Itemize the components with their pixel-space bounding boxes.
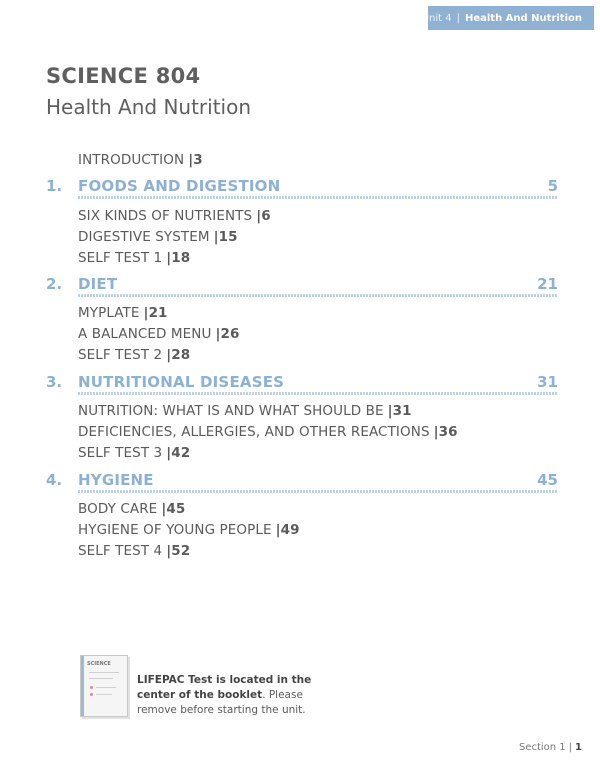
toc-entry-label: SELF TEST 1 [78, 250, 163, 266]
toc-entry-page: 36 [438, 424, 458, 440]
note-rest-text: . Please remove before starting the unit. [137, 689, 306, 716]
toc-entry-label: BODY CARE [78, 501, 158, 517]
toc-entry-separator: | [256, 208, 262, 224]
toc-entry-page: 28 [171, 347, 191, 363]
toc-section-1[interactable] [46, 177, 558, 201]
booklet-line [89, 678, 113, 679]
section-title: DIET [78, 275, 118, 293]
toc-entry-label: SELF TEST 2 [78, 347, 163, 363]
toc-entry-page: 52 [171, 543, 191, 559]
toc-entry[interactable] [78, 347, 190, 363]
toc-entry-label: DIGESTIVE SYSTEM [78, 229, 210, 245]
section-page: 5 [547, 177, 558, 195]
toc-entry-label: SELF TEST 4 [78, 543, 163, 559]
booklet-line [96, 687, 116, 688]
header-unit: Unit 4 [421, 12, 452, 24]
toc-entry-label: A BALANCED MENU [78, 326, 212, 342]
toc-entry-page: 42 [171, 445, 191, 461]
toc-entry-separator: | [433, 424, 439, 440]
toc-entry[interactable] [78, 229, 238, 245]
toc-entry-separator: | [143, 305, 149, 321]
toc-entry[interactable] [78, 522, 300, 538]
toc-entry-page: 49 [280, 522, 300, 538]
toc-entry[interactable] [78, 208, 271, 224]
toc-entry-introduction[interactable] [78, 152, 203, 168]
section-number: 1. [46, 177, 63, 195]
booklet-line [96, 694, 112, 695]
toc-entry-page: 21 [148, 305, 168, 321]
toc-section-4[interactable] [46, 471, 558, 495]
toc-entry-separator: | [166, 445, 172, 461]
footer-separator: | [568, 742, 573, 753]
section-divider [78, 490, 558, 493]
toc-entry-separator: | [213, 229, 219, 245]
toc-entry-separator: | [387, 403, 393, 419]
toc-entry[interactable] [78, 445, 190, 461]
toc-entry-label: HYGIENE OF YOUNG PEOPLE [78, 522, 272, 538]
booklet-dot [90, 686, 93, 689]
toc-entry-label: SIX KINDS OF NUTRIENTS [78, 208, 253, 224]
toc-entry-page: 18 [171, 250, 191, 266]
header-separator: | [456, 12, 460, 24]
header-title: Health And Nutrition [464, 12, 582, 24]
toc-entry-separator: | [161, 501, 167, 517]
booklet-thumbnail [80, 655, 128, 717]
toc-section-2[interactable] [46, 275, 558, 299]
section-page: 31 [537, 373, 558, 391]
toc-entry-separator: | [166, 347, 172, 363]
footer-section-label: Section 1 [518, 742, 566, 753]
page-footer [519, 742, 582, 753]
section-title: FOODS AND DIGESTION [78, 177, 281, 195]
toc-entry-page: 6 [261, 208, 271, 224]
toc-entry-separator: | [188, 152, 194, 168]
toc-entry-label: INTRODUCTION [78, 152, 185, 168]
section-title: NUTRITIONAL DISEASES [78, 373, 285, 391]
toc-entry-page: 31 [392, 403, 412, 419]
toc-entry-label: DEFICIENCIES, ALLERGIES, AND OTHER REACTIONS [78, 424, 430, 440]
section-page: 45 [537, 471, 558, 489]
toc-entry-label: MYPLATE [78, 305, 140, 321]
toc-section-3[interactable] [46, 373, 558, 397]
section-page: 21 [537, 275, 558, 293]
footer-page-number: 1 [575, 742, 582, 753]
toc-entry-label: NUTRITION: WHAT IS AND WHAT SHOULD BE [78, 403, 384, 419]
section-divider [78, 392, 558, 395]
section-title: HYGIENE [78, 471, 154, 489]
section-number: 2. [46, 275, 63, 293]
course-code: SCIENCE 804 [46, 64, 201, 88]
toc-entry[interactable] [78, 326, 240, 342]
toc-entry-page: 26 [220, 326, 240, 342]
booklet-label: SCIENCE [87, 661, 111, 667]
booklet-spine [81, 656, 84, 716]
toc-entry-separator: | [275, 522, 281, 538]
toc-entry[interactable] [78, 424, 458, 440]
lifepac-test-note [137, 673, 327, 718]
toc-entry-page: 3 [193, 152, 203, 168]
course-subtitle: Health And Nutrition [46, 95, 252, 119]
section-divider [78, 294, 558, 297]
toc-entry-page: 15 [218, 229, 238, 245]
toc-entry-separator: | [166, 250, 172, 266]
section-number: 3. [46, 373, 63, 391]
toc-entry[interactable] [78, 305, 168, 321]
section-divider [78, 196, 558, 199]
toc-entry-separator: | [166, 543, 172, 559]
toc-entry[interactable] [78, 250, 190, 266]
booklet-dot [90, 693, 93, 696]
toc-entry-separator: | [215, 326, 221, 342]
booklet-line [89, 672, 119, 673]
toc-entry[interactable] [78, 403, 412, 419]
toc-entry-page: 45 [166, 501, 186, 517]
toc-entry[interactable] [78, 501, 185, 517]
section-number: 4. [46, 471, 63, 489]
toc-entry[interactable] [78, 543, 190, 559]
note-bold-text: LIFEPAC Test is located in the center of the booklet [137, 674, 312, 701]
toc-entry-label: SELF TEST 3 [78, 445, 163, 461]
